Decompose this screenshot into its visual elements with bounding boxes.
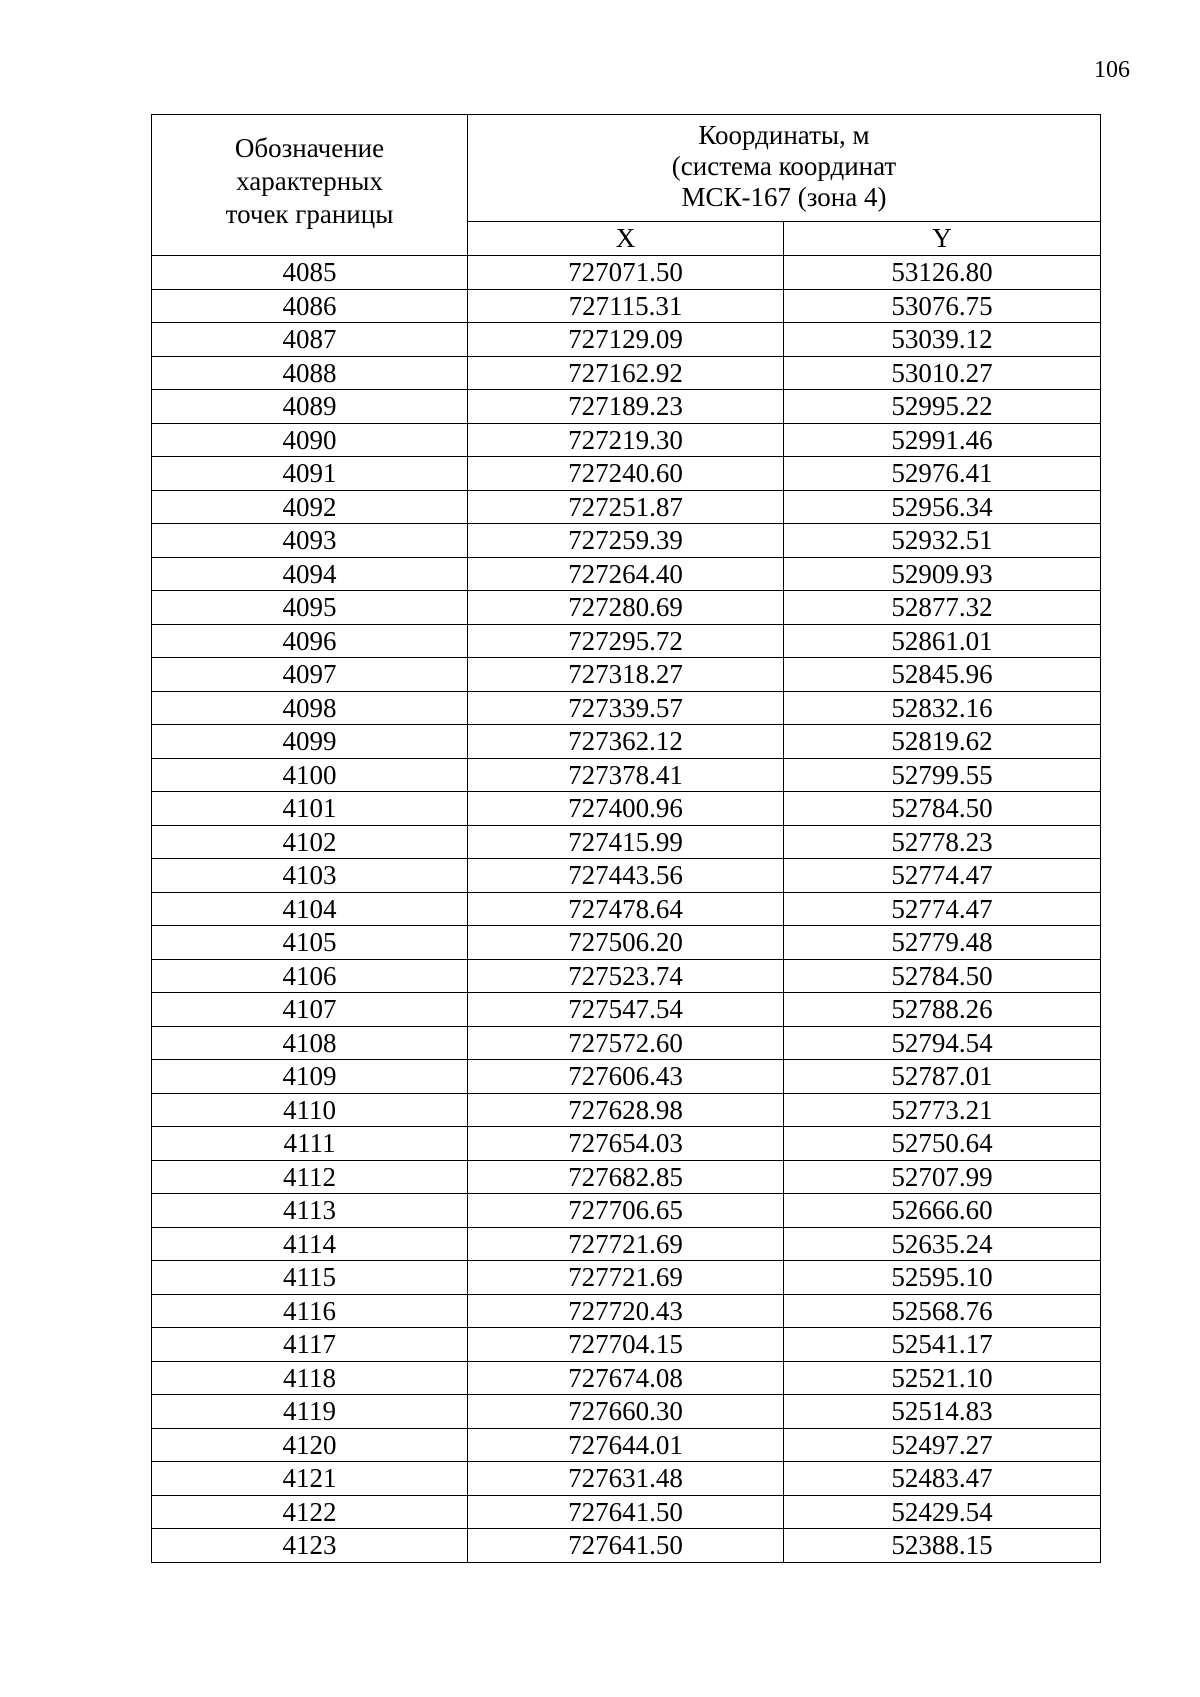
- table-row: [152, 825, 1101, 859]
- table-row: [152, 1060, 1101, 1094]
- y-coordinate-cell: 52774.47: [784, 859, 1101, 893]
- x-coordinate-cell: 727523.74: [468, 959, 784, 993]
- point-header-line-3: точек границы: [225, 198, 394, 229]
- page-number: 106: [1094, 57, 1130, 83]
- x-coordinate-cell: 727362.12: [468, 725, 784, 759]
- y-coordinate-cell: 52788.26: [784, 993, 1101, 1027]
- point-cell: 4090: [152, 423, 468, 457]
- table-row: [152, 691, 1101, 725]
- point-designation-header: [152, 115, 468, 256]
- x-coordinate-cell: 727682.85: [468, 1160, 784, 1194]
- y-coordinate-cell: 53010.27: [784, 356, 1101, 390]
- x-coordinate-cell: 727318.27: [468, 658, 784, 692]
- coords-header-line-3: МСК-167 (зона 4): [681, 182, 887, 212]
- y-coordinate-cell: 52483.47: [784, 1462, 1101, 1496]
- x-coordinate-cell: 727251.87: [468, 490, 784, 524]
- point-cell: 4109: [152, 1060, 468, 1094]
- x-coordinate-cell: 727628.98: [468, 1093, 784, 1127]
- point-cell: 4110: [152, 1093, 468, 1127]
- coordinates-table: [151, 114, 1101, 1563]
- x-coordinate-cell: 727415.99: [468, 825, 784, 859]
- table-header: [152, 115, 1101, 256]
- x-coordinate-cell: 727641.50: [468, 1495, 784, 1529]
- point-cell: 4119: [152, 1395, 468, 1429]
- x-axis-header: X: [468, 221, 784, 256]
- x-coordinate-cell: 727071.50: [468, 256, 784, 290]
- table-row: [152, 524, 1101, 558]
- x-coordinate-cell: 727443.56: [468, 859, 784, 893]
- x-coordinate-cell: 727189.23: [468, 390, 784, 424]
- point-cell: 4101: [152, 792, 468, 826]
- point-cell: 4112: [152, 1160, 468, 1194]
- table-row: [152, 356, 1101, 390]
- coordinates-header: [468, 115, 1101, 222]
- y-coordinate-cell: 52909.93: [784, 557, 1101, 591]
- table-body: [152, 256, 1101, 1563]
- table-row: [152, 1127, 1101, 1161]
- x-coordinate-cell: 727339.57: [468, 691, 784, 725]
- y-coordinate-cell: 52388.15: [784, 1529, 1101, 1563]
- table-row: [152, 758, 1101, 792]
- table-row: [152, 859, 1101, 893]
- y-coordinate-cell: 52799.55: [784, 758, 1101, 792]
- y-coordinate-cell: 53039.12: [784, 323, 1101, 357]
- table-row: [152, 256, 1101, 290]
- y-coordinate-cell: 52845.96: [784, 658, 1101, 692]
- y-coordinate-cell: 52429.54: [784, 1495, 1101, 1529]
- point-cell: 4122: [152, 1495, 468, 1529]
- table-row: [152, 993, 1101, 1027]
- point-header-line-2: характерных: [236, 165, 383, 196]
- x-coordinate-cell: 727674.08: [468, 1361, 784, 1395]
- table-row: [152, 591, 1101, 625]
- x-coordinate-cell: 727644.01: [468, 1428, 784, 1462]
- y-coordinate-cell: 52774.47: [784, 892, 1101, 926]
- table-row: [152, 959, 1101, 993]
- point-cell: 4117: [152, 1328, 468, 1362]
- point-cell: 4096: [152, 624, 468, 658]
- y-coordinate-cell: 52568.76: [784, 1294, 1101, 1328]
- table-row: [152, 792, 1101, 826]
- y-coordinate-cell: 52635.24: [784, 1227, 1101, 1261]
- x-coordinate-cell: 727240.60: [468, 457, 784, 491]
- y-coordinate-cell: 53126.80: [784, 256, 1101, 290]
- table-row: [152, 1428, 1101, 1462]
- y-coordinate-cell: 52773.21: [784, 1093, 1101, 1127]
- y-axis-header: Y: [784, 221, 1101, 256]
- y-coordinate-cell: 52514.83: [784, 1395, 1101, 1429]
- point-header-line-1: Обозначение: [234, 132, 385, 163]
- y-coordinate-cell: 52666.60: [784, 1194, 1101, 1228]
- table-row: [152, 490, 1101, 524]
- y-coordinate-cell: 52976.41: [784, 457, 1101, 491]
- y-coordinate-cell: 52861.01: [784, 624, 1101, 658]
- x-coordinate-cell: 727721.69: [468, 1261, 784, 1295]
- table-row: [152, 1395, 1101, 1429]
- point-cell: 4120: [152, 1428, 468, 1462]
- y-coordinate-cell: 52819.62: [784, 725, 1101, 759]
- y-coordinate-cell: 52707.99: [784, 1160, 1101, 1194]
- y-coordinate-cell: 52784.50: [784, 792, 1101, 826]
- point-cell: 4114: [152, 1227, 468, 1261]
- x-coordinate-cell: 727631.48: [468, 1462, 784, 1496]
- table-row: [152, 423, 1101, 457]
- table-row: [152, 1361, 1101, 1395]
- point-cell: 4123: [152, 1529, 468, 1563]
- y-coordinate-cell: 52932.51: [784, 524, 1101, 558]
- y-coordinate-cell: 52832.16: [784, 691, 1101, 725]
- point-cell: 4111: [152, 1127, 468, 1161]
- point-cell: 4116: [152, 1294, 468, 1328]
- point-cell: 4113: [152, 1194, 468, 1228]
- point-cell: 4085: [152, 256, 468, 290]
- point-cell: 4094: [152, 557, 468, 591]
- x-coordinate-cell: 727706.65: [468, 1194, 784, 1228]
- x-coordinate-cell: 727720.43: [468, 1294, 784, 1328]
- table-row: [152, 725, 1101, 759]
- x-coordinate-cell: 727295.72: [468, 624, 784, 658]
- point-cell: 4086: [152, 289, 468, 323]
- x-coordinate-cell: 727162.92: [468, 356, 784, 390]
- x-coordinate-cell: 727506.20: [468, 926, 784, 960]
- point-cell: 4088: [152, 356, 468, 390]
- y-coordinate-cell: 52995.22: [784, 390, 1101, 424]
- coords-header-line-2: (система координат: [671, 151, 897, 181]
- y-coordinate-cell: 52778.23: [784, 825, 1101, 859]
- point-cell: 4108: [152, 1026, 468, 1060]
- point-cell: 4093: [152, 524, 468, 558]
- coords-header-line-1: Координаты, м: [698, 120, 870, 150]
- y-coordinate-cell: 52595.10: [784, 1261, 1101, 1295]
- table-row: [152, 1160, 1101, 1194]
- y-coordinate-cell: 52794.54: [784, 1026, 1101, 1060]
- point-cell: 4106: [152, 959, 468, 993]
- x-coordinate-cell: 727115.31: [468, 289, 784, 323]
- table-row: [152, 289, 1101, 323]
- point-cell: 4091: [152, 457, 468, 491]
- x-coordinate-cell: 727721.69: [468, 1227, 784, 1261]
- point-cell: 4107: [152, 993, 468, 1027]
- point-cell: 4121: [152, 1462, 468, 1496]
- y-coordinate-cell: 52991.46: [784, 423, 1101, 457]
- table-row: [152, 1227, 1101, 1261]
- point-cell: 4095: [152, 591, 468, 625]
- x-coordinate-cell: 727660.30: [468, 1395, 784, 1429]
- y-coordinate-cell: 52750.64: [784, 1127, 1101, 1161]
- x-coordinate-cell: 727572.60: [468, 1026, 784, 1060]
- table-row: [152, 1093, 1101, 1127]
- x-coordinate-cell: 727129.09: [468, 323, 784, 357]
- point-cell: 4118: [152, 1361, 468, 1395]
- x-coordinate-cell: 727400.96: [468, 792, 784, 826]
- y-coordinate-cell: 52956.34: [784, 490, 1101, 524]
- y-coordinate-cell: 53076.75: [784, 289, 1101, 323]
- table-row: [152, 1194, 1101, 1228]
- x-coordinate-cell: 727547.54: [468, 993, 784, 1027]
- x-coordinate-cell: 727704.15: [468, 1328, 784, 1362]
- table-row: [152, 926, 1101, 960]
- table-row: [152, 1026, 1101, 1060]
- x-coordinate-cell: 727280.69: [468, 591, 784, 625]
- table-row: [152, 658, 1101, 692]
- table-row: [152, 557, 1101, 591]
- table-row: [152, 624, 1101, 658]
- point-cell: 4099: [152, 725, 468, 759]
- point-cell: 4115: [152, 1261, 468, 1295]
- point-cell: 4098: [152, 691, 468, 725]
- table-row: [152, 1529, 1101, 1563]
- x-coordinate-cell: 727219.30: [468, 423, 784, 457]
- point-cell: 4087: [152, 323, 468, 357]
- table-row: [152, 457, 1101, 491]
- x-coordinate-cell: 727259.39: [468, 524, 784, 558]
- point-cell: 4102: [152, 825, 468, 859]
- y-coordinate-cell: 52521.10: [784, 1361, 1101, 1395]
- table-row: [152, 1462, 1101, 1496]
- point-cell: 4092: [152, 490, 468, 524]
- x-coordinate-cell: 727264.40: [468, 557, 784, 591]
- x-coordinate-cell: 727378.41: [468, 758, 784, 792]
- x-coordinate-cell: 727478.64: [468, 892, 784, 926]
- x-coordinate-cell: 727654.03: [468, 1127, 784, 1161]
- table-row: [152, 323, 1101, 357]
- y-coordinate-cell: 52787.01: [784, 1060, 1101, 1094]
- y-coordinate-cell: 52779.48: [784, 926, 1101, 960]
- point-cell: 4103: [152, 859, 468, 893]
- x-coordinate-cell: 727606.43: [468, 1060, 784, 1094]
- point-cell: 4089: [152, 390, 468, 424]
- point-cell: 4104: [152, 892, 468, 926]
- table-row: [152, 1495, 1101, 1529]
- table-row: [152, 1328, 1101, 1362]
- table-row: [152, 892, 1101, 926]
- table-row: [152, 1294, 1101, 1328]
- point-cell: 4105: [152, 926, 468, 960]
- y-coordinate-cell: 52784.50: [784, 959, 1101, 993]
- y-coordinate-cell: 52497.27: [784, 1428, 1101, 1462]
- y-coordinate-cell: 52877.32: [784, 591, 1101, 625]
- table-row: [152, 390, 1101, 424]
- table-row: [152, 1261, 1101, 1295]
- y-coordinate-cell: 52541.17: [784, 1328, 1101, 1362]
- point-cell: 4100: [152, 758, 468, 792]
- point-cell: 4097: [152, 658, 468, 692]
- x-coordinate-cell: 727641.50: [468, 1529, 784, 1563]
